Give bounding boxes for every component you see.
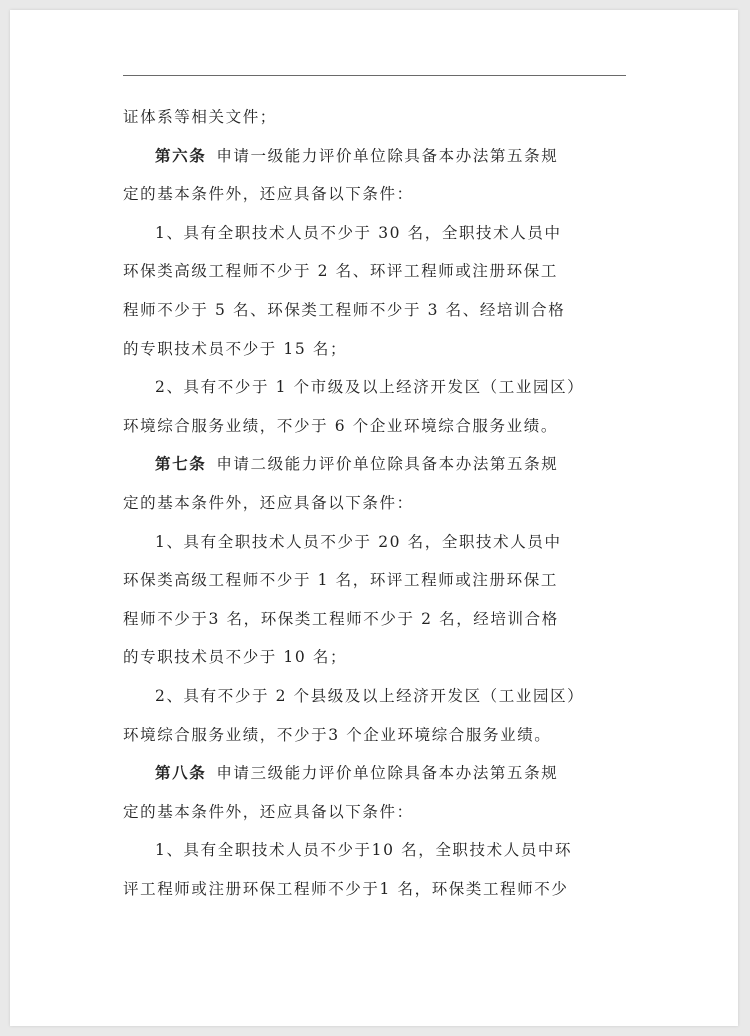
text-line	[123, 793, 626, 832]
line-text: 申请二级能力评价单位除具备本办法第五条规	[216, 455, 559, 474]
article-line	[123, 137, 626, 176]
document-page	[10, 10, 738, 1026]
text-line	[123, 870, 626, 909]
line-text: 定的基本条件外，还应具备以下条件：	[123, 802, 414, 821]
line-text: 程师不少于 5 名、环保类工程师不少于 3 名、经培训合格	[123, 300, 566, 319]
line-text: 2、具有不少于 1 个市级及以上经济开发区（工业园区）	[155, 378, 585, 397]
text-line	[123, 330, 626, 369]
text-line	[123, 600, 626, 639]
article-heading: 第六条	[155, 145, 207, 165]
text-line	[123, 677, 626, 716]
line-text: 申请三级能力评价单位除具备本办法第五条规	[216, 764, 559, 783]
line-text: 1、具有全职技术人员不少于10 名，全职技术人员中环	[155, 841, 573, 860]
text-line	[123, 523, 626, 562]
line-text: 评工程师或注册环保工程师不少于1 名，环保类工程师不少	[123, 879, 569, 898]
line-text: 2、具有不少于 2 个县级及以上经济开发区（工业园区）	[155, 686, 585, 705]
line-text: 的专职技术员不少于 15 名；	[123, 339, 348, 358]
line-text: 环保类高级工程师不少于 2 名、环评工程师或注册环保工	[123, 262, 558, 281]
header-rule	[123, 75, 626, 76]
text-line	[123, 484, 626, 523]
text-line	[123, 98, 626, 137]
text-line	[123, 831, 626, 870]
text-line	[123, 638, 626, 677]
line-text: 申请一级能力评价单位除具备本办法第五条规	[216, 146, 559, 165]
article-line	[123, 754, 626, 793]
text-line	[123, 214, 626, 253]
text-line	[123, 368, 626, 407]
line-text: 证体系等相关文件；	[123, 108, 277, 126]
line-text: 1、具有全职技术人员不少于 20 名，全职技术人员中	[155, 532, 562, 551]
line-text: 的专职技术员不少于 10 名；	[123, 648, 348, 667]
text-line	[123, 252, 626, 291]
line-text: 环境综合服务业绩，不少于 6 个企业环境综合服务业绩。	[123, 416, 558, 435]
article-heading: 第八条	[155, 763, 207, 783]
line-text: 1、具有全职技术人员不少于 30 名，全职技术人员中	[155, 223, 562, 242]
article-line	[123, 445, 626, 484]
text-line	[123, 716, 626, 755]
document-body	[123, 98, 626, 908]
line-text: 环境综合服务业绩，不少于3 个企业环境综合服务业绩。	[123, 725, 552, 744]
text-line	[123, 291, 626, 330]
text-line	[123, 561, 626, 600]
text-line	[123, 175, 626, 214]
line-text: 定的基本条件外，还应具备以下条件：	[123, 493, 414, 512]
line-text: 环保类高级工程师不少于 1 名，环评工程师或注册环保工	[123, 571, 558, 590]
text-line	[123, 407, 626, 446]
article-heading: 第七条	[155, 454, 207, 474]
line-text: 程师不少于3 名，环保类工程师不少于 2 名，经培训合格	[123, 609, 559, 628]
line-text: 定的基本条件外，还应具备以下条件：	[123, 185, 414, 204]
